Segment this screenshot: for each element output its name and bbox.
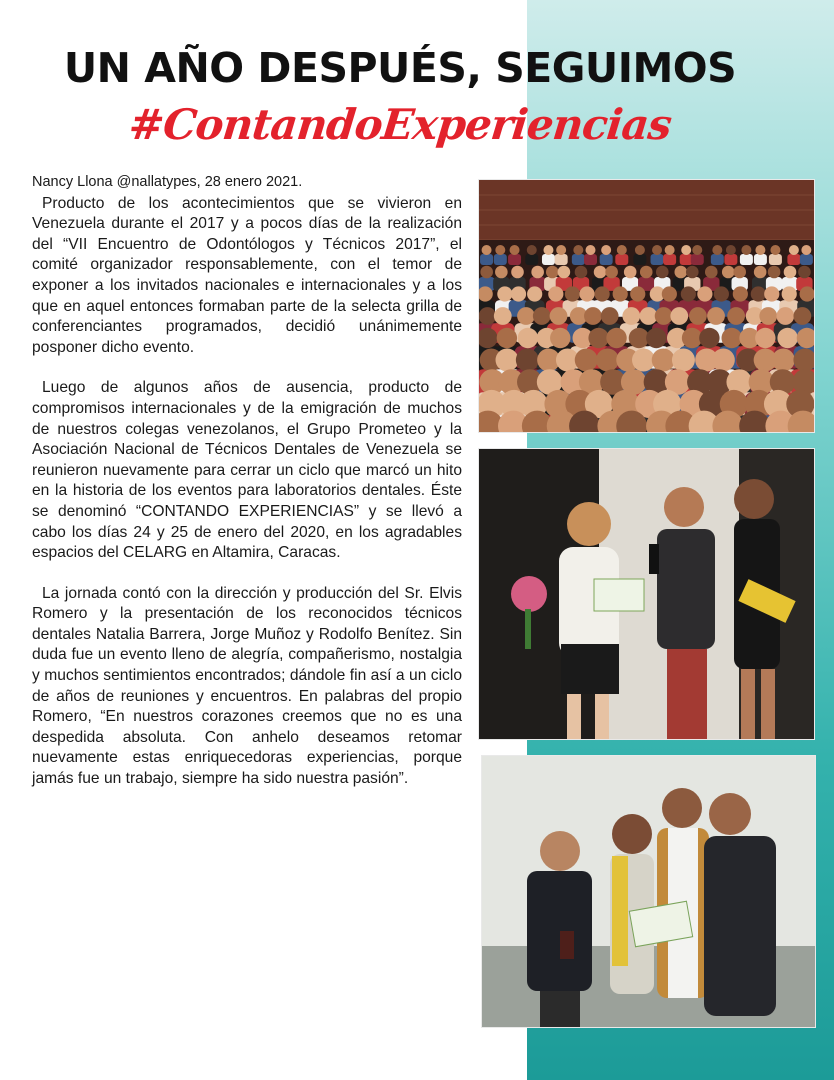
stage-interview-photo — [478, 448, 815, 740]
paragraph-1: Producto de los acontecimientos que se vivieron en Venezuela durante el 2017 y a pocos días de la realización del “VII Encuentro de Odontólogos y Técnicos 2017”, el comité organizador responsablemente, con el temor de exponer a los invitados nacionales e internacionales y a los que en aquel entonces formaban parte de la selecta grilla de conferenciantes programados, decidió unánimemente posponer dicho evento. — [32, 194, 462, 356]
page-title: UN AÑO DESPUÉS, SEGUIMOS — [63, 44, 737, 92]
audience-photo — [478, 179, 815, 433]
byline: Nancy Llona @nallatypes, 28 enero 2021. — [32, 174, 303, 190]
group-certificate-photo — [481, 755, 816, 1028]
paragraph-3: La jornada contó con la dirección y producción del Sr. Elvis Romero y la presentación de los reconocidos técnicos dentales Natalia Barrera, Jorge Muñoz y Rodolfo Benítez. Sin duda fue un evento lleno de alegría, compañerismo, nostalgia y muchos sentimientos encontrados; dándole fin así a un ciclo de años de reuniones y encuentros. En palabras del propio Romero, “En nuestros corazones creemos que no es una despedida absoluta. Con anhelo deseamos retomar nuevamente estas enriquecedoras experiencias, porque jamás fue un trabajo, siempre ha sido nuestra pasión”. — [32, 584, 462, 788]
hashtag-subtitle: #ContandoExperiencias — [126, 100, 674, 149]
paragraph-2: Luego de algunos años de ausencia, producto de compromisos internacionales y de la emigración de muchos de nuestros colegas venezolanos, el Grupo Prometeo y la Asociación Nacional de Técnicos Dentales de Venezuela se reunieron nuevamente para cerrar un ciclo que marcó un hito en la historia de los eventos para laboratorios dentales. Éste se denominó “CONTANDO EXPERIENCIAS” y se llevó a cabo los días 24 y 25 de enero del 2020, en los agradables espacios del CELARG en Altamira, Caracas. — [32, 379, 462, 562]
article-body — [32, 172, 462, 810]
